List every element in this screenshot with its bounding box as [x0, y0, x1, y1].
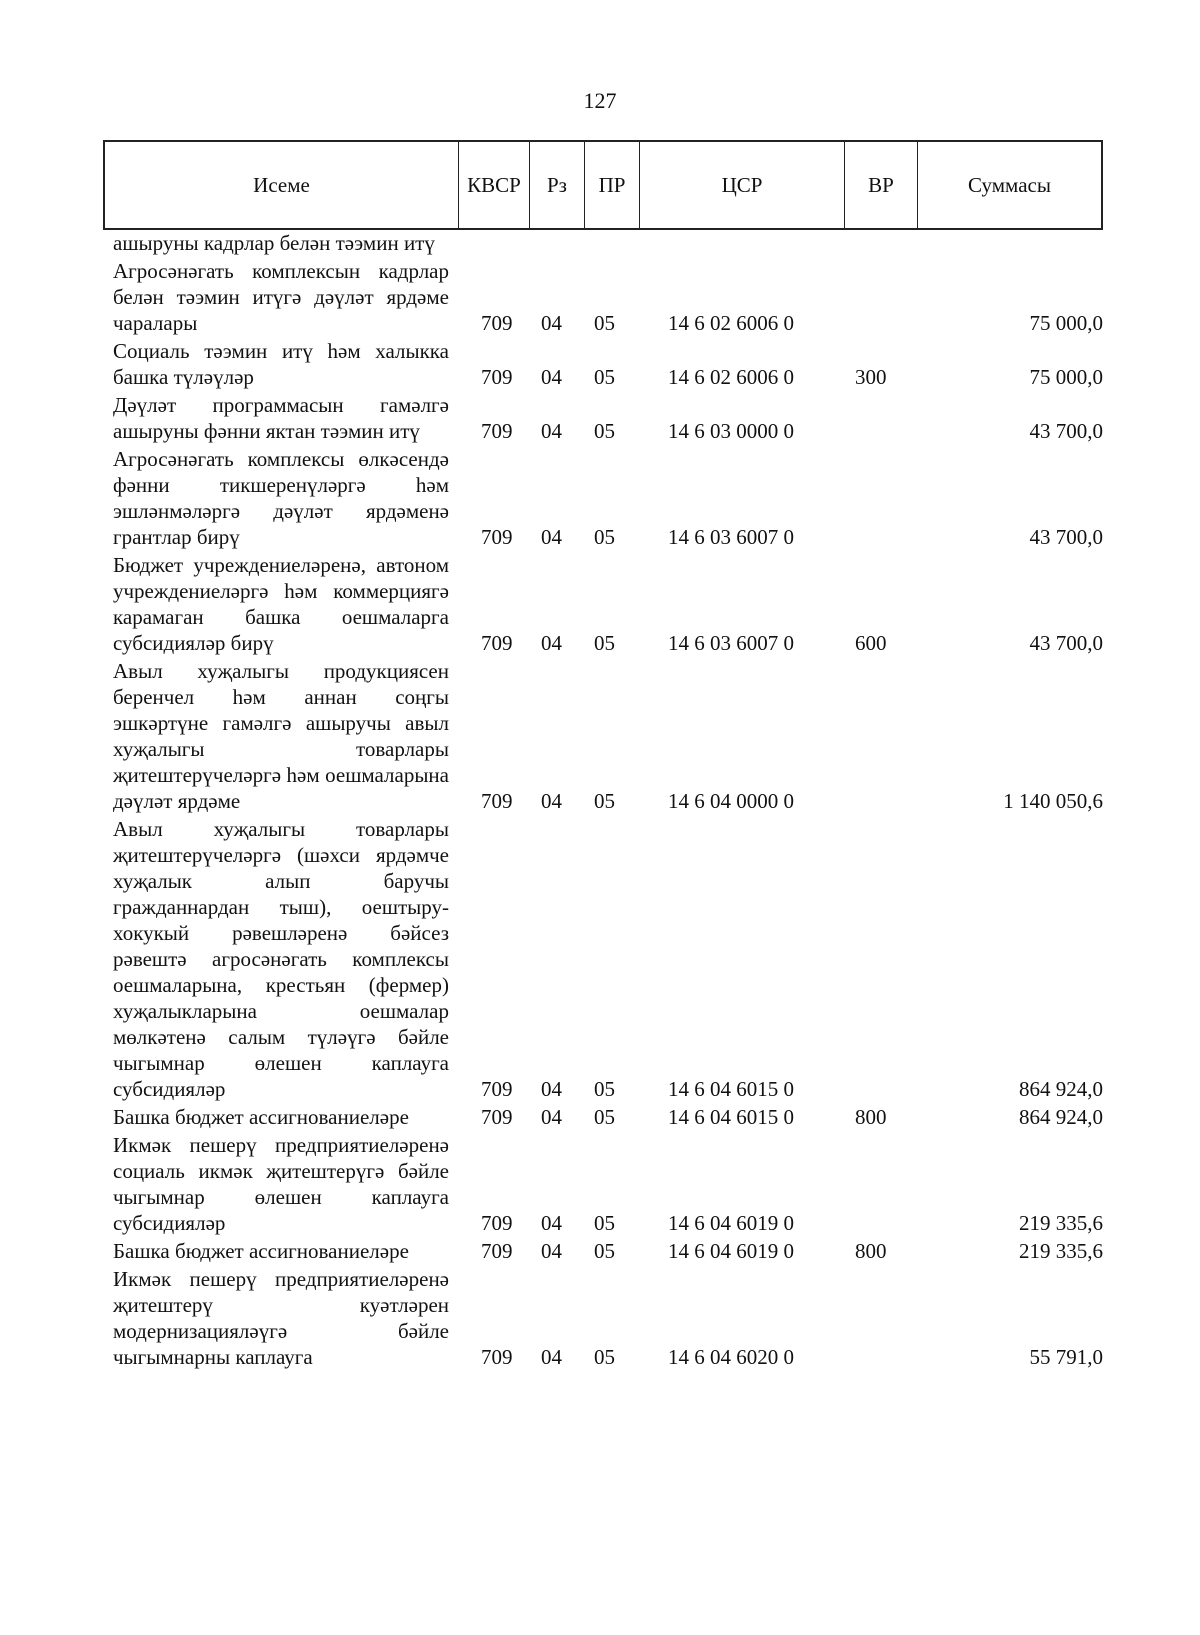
table-row [103, 1238, 1103, 1264]
row-sum: 864 924,0 [1019, 1105, 1103, 1129]
row-csr: 14 6 04 6019 0 [668, 1239, 794, 1263]
header-vr: ВР [845, 141, 918, 229]
row-rz: 04 [541, 365, 562, 389]
row-rz: 04 [541, 311, 562, 335]
header-csr: ЦСР [640, 141, 845, 229]
row-kvsr: 709 [481, 1345, 513, 1369]
row-sum: 43 700,0 [1029, 419, 1103, 443]
row-sum: 43 700,0 [1029, 525, 1103, 549]
row-sum: 219 335,6 [1019, 1211, 1103, 1235]
row-vr: 800 [855, 1105, 887, 1129]
row-vr: 800 [855, 1239, 887, 1263]
page-number: 127 [583, 88, 617, 113]
row-kvsr: 709 [481, 1077, 513, 1101]
row-pr: 05 [594, 311, 615, 335]
row-csr: 14 6 02 6006 0 [668, 311, 794, 335]
row-name: Агросәнәгать комплексын кадрлар белән тәэмин итүгә дәүләт ярдәме чаралары [113, 259, 449, 335]
row-rz: 04 [541, 1345, 562, 1369]
row-pr: 05 [594, 1239, 615, 1263]
header-sum: Суммасы [918, 141, 1103, 229]
row-vr: 600 [855, 631, 887, 655]
table-row [103, 258, 1103, 336]
table-row [103, 392, 1103, 444]
row-csr: 14 6 04 6015 0 [668, 1105, 794, 1129]
header-rz: Рз [530, 141, 585, 229]
table-row [103, 552, 1103, 656]
row-rz: 04 [541, 789, 562, 813]
row-pr: 05 [594, 1077, 615, 1101]
row-pr: 05 [594, 525, 615, 549]
row-kvsr: 709 [481, 525, 513, 549]
row-kvsr: 709 [481, 311, 513, 335]
row-pr: 05 [594, 419, 615, 443]
row-sum: 75 000,0 [1029, 311, 1103, 335]
row-kvsr: 709 [481, 631, 513, 655]
row-csr: 14 6 04 0000 0 [668, 789, 794, 813]
table-row [103, 230, 1103, 256]
table-row [103, 658, 1103, 814]
row-csr: 14 6 02 6006 0 [668, 365, 794, 389]
row-rz: 04 [541, 1239, 562, 1263]
row-name: Агросәнәгать комплексы өлкәсендә фәнни тикшеренүләргә һәм эшләнмәләргә дәүләт ярдәменә грантлар бирү [113, 447, 449, 549]
row-kvsr: 709 [481, 419, 513, 443]
row-kvsr: 709 [481, 789, 513, 813]
row-csr: 14 6 03 6007 0 [668, 525, 794, 549]
row-name: Икмәк пешерү предприятиеләренә социаль икмәк җитештерүгә бәйле чыгымнар өлешен каплауга субсидияләр [113, 1133, 449, 1235]
row-name: Дәүләт программасын гамәлгә ашыруны фәнни яктан тәэмин итү [113, 393, 449, 443]
row-name: Башка бюджет ассигнованиеләре [113, 1105, 409, 1129]
row-csr: 14 6 04 6019 0 [668, 1211, 794, 1235]
row-kvsr: 709 [481, 1239, 513, 1263]
table-row [103, 816, 1103, 1102]
row-pr: 05 [594, 1211, 615, 1235]
table-row [103, 446, 1103, 550]
row-kvsr: 709 [481, 1105, 513, 1129]
row-rz: 04 [541, 1211, 562, 1235]
row-name: Башка бюджет ассигнованиеләре [113, 1239, 409, 1263]
row-name: ашыруны кадрлар белән тәэмин итү [113, 231, 435, 255]
table-row [103, 1132, 1103, 1236]
row-sum: 1 140 050,6 [1003, 789, 1103, 813]
table-row [103, 1266, 1103, 1370]
row-name: Авыл хуҗалыгы продукциясен беренчел һәм аннан соңгы эшкәртүне гамәлгә ашыручы авыл хуҗалыгы товарлары җитештерүчеләргә һәм оешмаларына дәүләт ярдәме [113, 659, 449, 813]
row-vr: 300 [855, 365, 887, 389]
row-rz: 04 [541, 1105, 562, 1129]
row-pr: 05 [594, 631, 615, 655]
row-rz: 04 [541, 631, 562, 655]
header-pr: ПР [585, 141, 640, 229]
table-row [103, 1104, 1103, 1130]
row-name: Авыл хуҗалыгы товарлары җитештерүчеләргә (шәхси ярдәмче хуҗалык алып баручы гражданнардан тыш), оештыру-хокукый рәвешләренә бәйсез рәвештә агросәнәгать комплексы оешмаларына, крестьян (фермер) хуҗалыкларына оешмалар мөлкәтенә салым түләүгә бәйле чыгымнар өлешен каплауга субсидияләр [113, 817, 449, 1101]
row-csr: 14 6 03 0000 0 [668, 419, 794, 443]
table-body [103, 230, 1103, 1370]
row-rz: 04 [541, 525, 562, 549]
table-row [103, 338, 1103, 390]
row-sum: 864 924,0 [1019, 1077, 1103, 1101]
row-pr: 05 [594, 1345, 615, 1369]
row-name: Икмәк пешерү предприятиеләренә җитештерү куәтләрен модернизацияләүгә бәйле чыгымнарны каплауга [113, 1267, 449, 1369]
header-kvsr: КВСР [459, 141, 530, 229]
row-kvsr: 709 [481, 1211, 513, 1235]
row-name: Социаль тәэмин итү һәм халыкка башка түләүләр [113, 339, 449, 389]
row-sum: 55 791,0 [1029, 1345, 1103, 1369]
row-pr: 05 [594, 789, 615, 813]
row-rz: 04 [541, 419, 562, 443]
row-sum: 75 000,0 [1029, 365, 1103, 389]
row-pr: 05 [594, 1105, 615, 1129]
row-pr: 05 [594, 365, 615, 389]
row-csr: 14 6 04 6020 0 [668, 1345, 794, 1369]
row-csr: 14 6 04 6015 0 [668, 1077, 794, 1101]
row-sum: 43 700,0 [1029, 631, 1103, 655]
row-csr: 14 6 03 6007 0 [668, 631, 794, 655]
table-header [103, 140, 1103, 230]
row-kvsr: 709 [481, 365, 513, 389]
row-rz: 04 [541, 1077, 562, 1101]
row-name: Бюджет учреждениеләренә, автоном учреждениеләргә һәм коммерциягә карамаган башка оешмаларга субсидияләр бирү [113, 553, 449, 655]
header-name: Исеме [104, 141, 459, 229]
row-sum: 219 335,6 [1019, 1239, 1103, 1263]
